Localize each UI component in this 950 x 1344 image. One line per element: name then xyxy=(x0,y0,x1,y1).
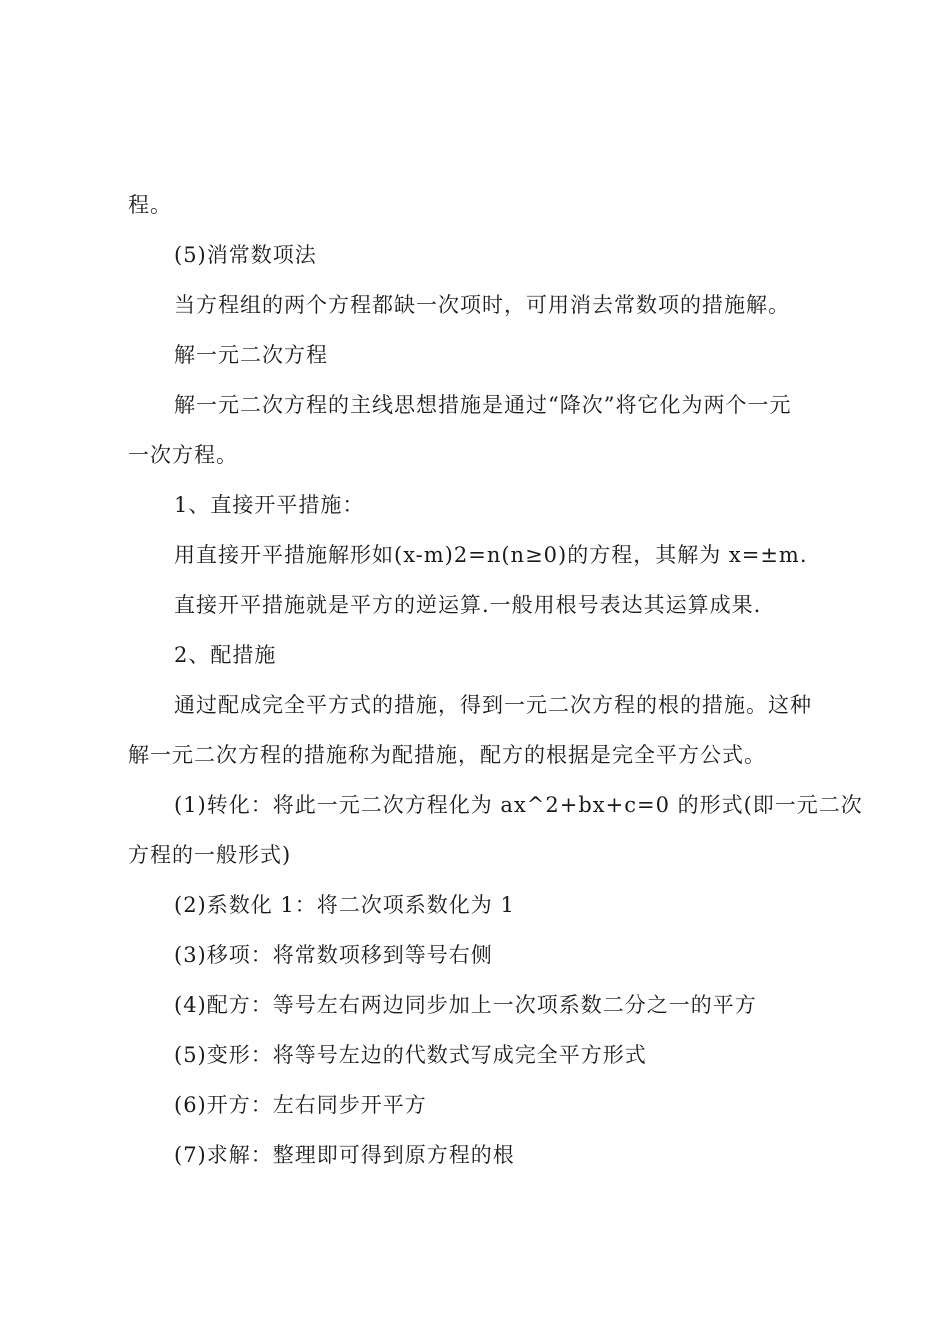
step-item: (4)配方：等号左右两边同步加上一次项系数二分之一的平方 xyxy=(174,993,757,1017)
paragraph-line: 解一元二次方程的措施称为配措施，配方的根据是完全平方公式。 xyxy=(128,743,766,767)
step-item: (3)移项：将常数项移到等号右侧 xyxy=(174,943,493,967)
paragraph-line: 直接开平措施就是平方的逆运算.一般用根号表达其运算成果. xyxy=(174,593,762,617)
section-heading: 解一元二次方程 xyxy=(174,343,328,367)
section-heading: 1、直接开平措施： xyxy=(174,493,365,517)
step-item: (5)变形：将等号左边的代数式写成完全平方形式 xyxy=(174,1043,647,1067)
paragraph-line: 用直接开平措施解形如(x-m)2=n(n≥0)的方程，其解为 x=±m. xyxy=(174,543,808,567)
section-heading: 2、配措施 xyxy=(174,643,277,667)
step-item: (2)系数化 1：将二次项系数化为 1 xyxy=(174,893,515,917)
paragraph-line: 当方程组的两个方程都缺一次项时，可用消去常数项的措施解。 xyxy=(174,293,790,317)
step-item-continuation: 方程的一般形式) xyxy=(128,843,292,867)
step-item: (7)求解：整理即可得到原方程的根 xyxy=(174,1143,515,1167)
paragraph-line: 通过配成完全平方式的措施，得到一元二次方程的根的措施。这种 xyxy=(174,693,812,717)
step-item: (6)开方：左右同步开平方 xyxy=(174,1093,427,1117)
paragraph-line: 程。 xyxy=(128,193,172,217)
section-heading: (5)消常数项法 xyxy=(174,243,317,267)
paragraph-line: 一次方程。 xyxy=(128,443,238,467)
paragraph-line: 解一元二次方程的主线思想措施是通过“降次”将它化为两个一元 xyxy=(174,393,792,417)
step-item: (1)转化：将此一元二次方程化为 ax^2+bx+c=0 的形式(即一元二次 xyxy=(174,793,863,817)
